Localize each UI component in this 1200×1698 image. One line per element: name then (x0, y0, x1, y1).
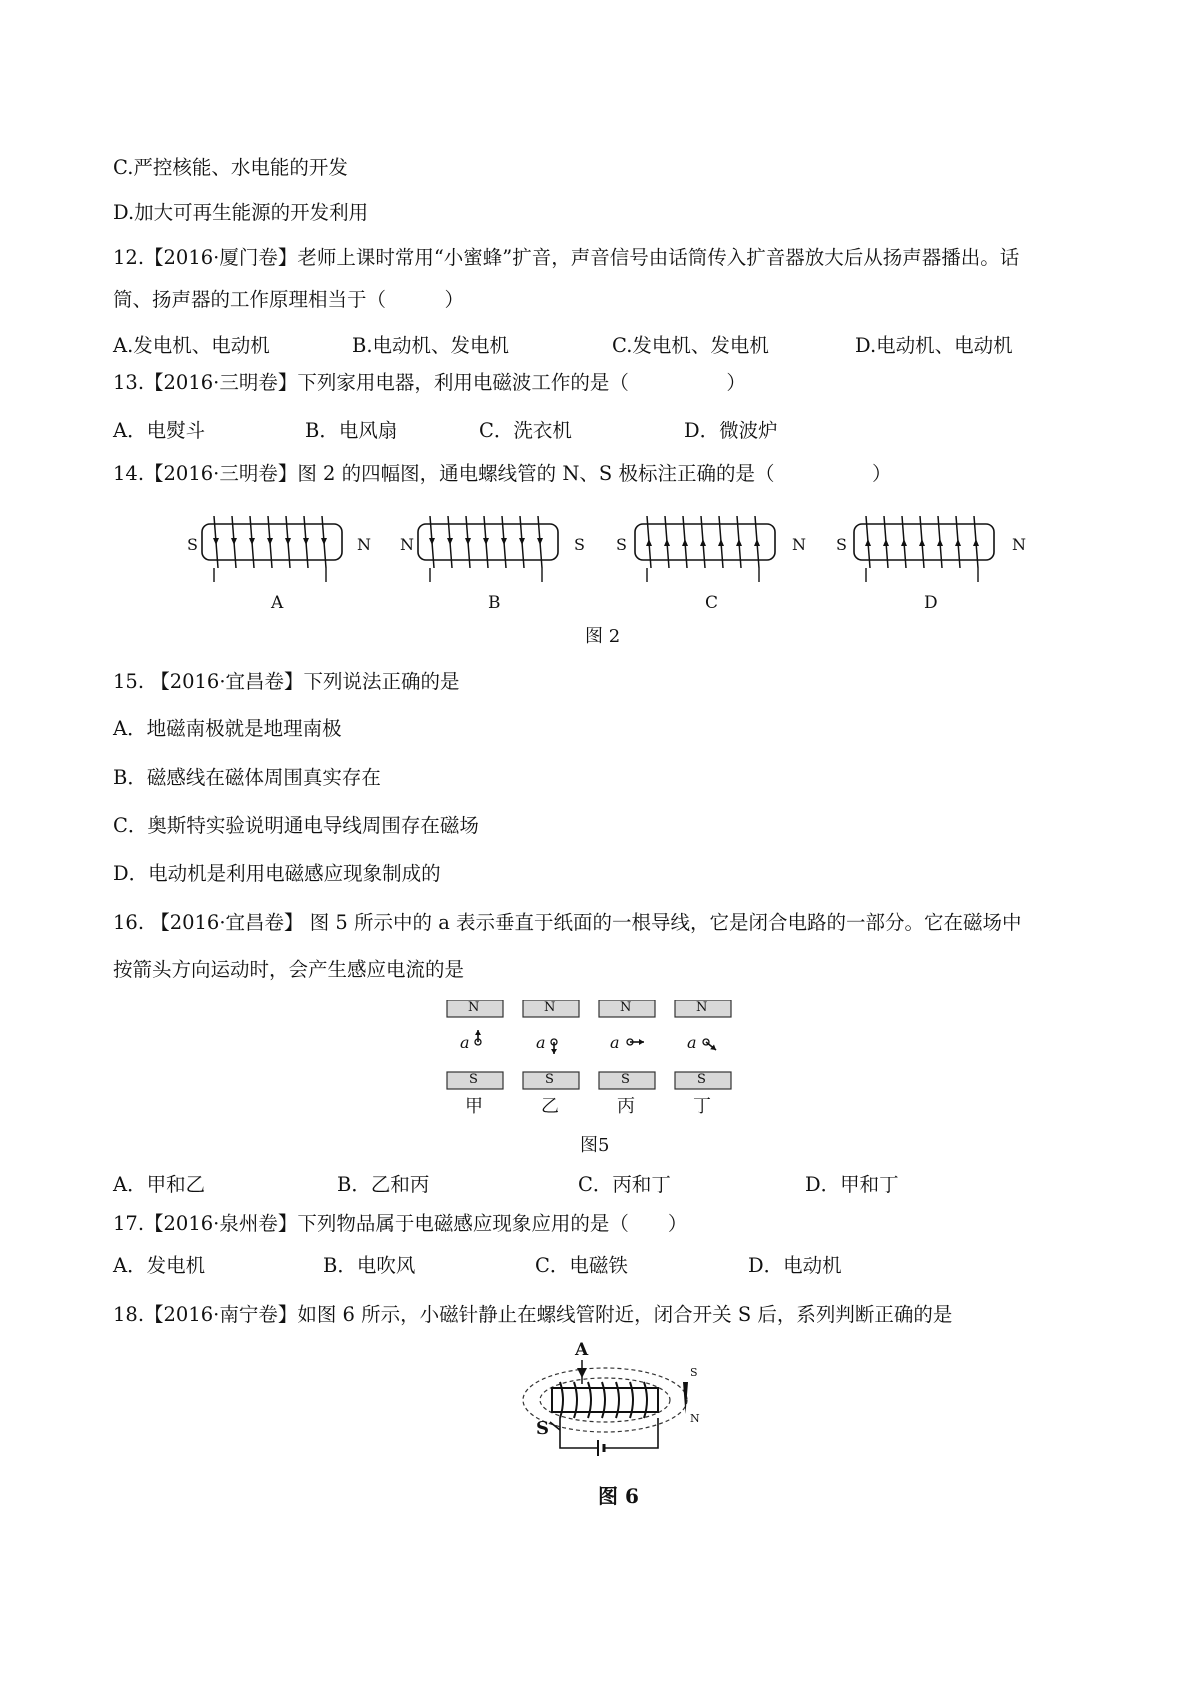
wire-label-2: a (536, 1033, 546, 1052)
q15-option-b: B．磁感线在磁体周围真实存在 (113, 766, 381, 789)
q12-option-a: A.发电机、电动机 (113, 334, 270, 357)
q13-stem: 13.【2016·三明卷】下列家用电器，利用电磁波工作的是（ ） (113, 371, 746, 394)
q17-option-a: A．发电机 (113, 1254, 206, 1277)
q16-option-d: D．甲和丁 (805, 1173, 899, 1196)
case-bing: 丙 (617, 1096, 635, 1117)
coil-a-left-pole: S (187, 535, 198, 554)
needle-bottom-label: N (690, 1412, 700, 1425)
q12-option-d: D.电动机、电动机 (855, 334, 1013, 357)
solenoid-a (202, 516, 342, 582)
figure-2-caption: 图 2 (585, 626, 621, 647)
coil-d-letter: D (924, 593, 938, 613)
coil-a-right-pole: N (357, 535, 371, 554)
wire-label-3: a (610, 1033, 620, 1052)
q14-stem: 14.【2016·三明卷】图 2 的四幅图，通电螺线管的 N、S 极标注正确的是（ ） (113, 462, 892, 485)
q17-option-b: B．电吹风 (323, 1254, 416, 1277)
figure-2 (180, 510, 1060, 630)
point-a-label: A (575, 1340, 589, 1360)
q13-option-d: D．微波炉 (684, 419, 778, 442)
q16-stem: 16. 【2016·宜昌卷】 图 5 所示中的 a 表示垂直于纸面的一根导线，它是闭合电路的一部分。它在磁场中 (113, 911, 1022, 934)
q13-option-a: A．电熨斗 (113, 419, 206, 442)
magnet-4-north: N (696, 1000, 708, 1015)
q16-option-c: C．丙和丁 (578, 1173, 671, 1196)
q12-option-b: B.电动机、发电机 (352, 334, 510, 357)
magnet-3-south: S (621, 1072, 630, 1087)
figure-6 (520, 1340, 720, 1492)
q16-option-a: A．甲和乙 (113, 1173, 206, 1196)
q12-stem: 12.【2016·厦门卷】老师上课时常用“小蜜蜂”扩音，声音信号由话筒传入扩音器放大后从扬声器播出。话 (113, 246, 1020, 269)
q15-stem: 15. 【2016·宜昌卷】下列说法正确的是 (113, 670, 460, 693)
figure-5 (445, 1000, 745, 1117)
magnet-1-north: N (468, 1000, 480, 1015)
q17-option-d: D．电动机 (748, 1254, 842, 1277)
coil-c-letter: C (705, 593, 719, 613)
magnet-1-south: S (469, 1072, 478, 1087)
q12-stem-cont: 筒、扬声器的工作原理相当于（ ） (113, 288, 465, 311)
q16-option-b: B．乙和丙 (337, 1173, 430, 1196)
coil-d-left-pole: S (836, 535, 847, 554)
q17-stem: 17.【2016·泉州卷】下列物品属于电磁感应现象应用的是（ ） (113, 1212, 688, 1235)
magnet-3-north: N (620, 1000, 632, 1015)
magnet-2-north: N (544, 1000, 556, 1015)
q15-option-a: A．地磁南极就是地理南极 (113, 717, 342, 740)
magnet-4-south: S (697, 1072, 706, 1087)
solenoid-b (418, 516, 558, 582)
coil-a-letter: A (271, 593, 284, 613)
q16-stem-cont: 按箭头方向运动时，会产生感应电流的是 (113, 958, 465, 981)
q15-option-c: C．奥斯特实验说明通电导线周围存在磁场 (113, 814, 479, 837)
q13-option-b: B．电风扇 (305, 419, 398, 442)
switch-label: S (536, 1418, 549, 1439)
needle-top-label: S (690, 1366, 698, 1379)
coil-c-left-pole: S (616, 535, 627, 554)
case-ding: 丁 (693, 1096, 711, 1117)
q15-option-d: D．电动机是利用电磁感应现象制成的 (113, 862, 441, 885)
q11-option-d: D.加大可再生能源的开发利用 (113, 201, 369, 224)
coil-d-right-pole: N (1012, 535, 1026, 554)
q11-option-c: C.严控核能、水电能的开发 (113, 156, 348, 179)
magnet-2-south: S (545, 1072, 554, 1087)
coil-b-letter: B (488, 593, 501, 613)
q13-option-c: C．洗衣机 (479, 419, 572, 442)
wire-label-1: a (460, 1033, 470, 1052)
coil-b-right-pole: S (574, 535, 585, 554)
coil-b-left-pole: N (400, 535, 414, 554)
coil-c-right-pole: N (792, 535, 806, 554)
q17-option-c: C．电磁铁 (535, 1254, 628, 1277)
wire-label-4: a (687, 1033, 697, 1052)
figure-6-caption: 图 6 (598, 1484, 639, 1508)
case-jia: 甲 (465, 1096, 483, 1117)
q12-option-c: C.发电机、发电机 (612, 334, 769, 357)
case-yi: 乙 (541, 1096, 559, 1117)
figure-5-caption: 图5 (580, 1135, 610, 1156)
q18-stem: 18.【2016·南宁卷】如图 6 所示，小磁针静止在螺线管附近，闭合开关 S 后，系列判断正确的是 (113, 1303, 953, 1326)
solenoid-c (635, 516, 775, 582)
solenoid-d (854, 516, 994, 582)
